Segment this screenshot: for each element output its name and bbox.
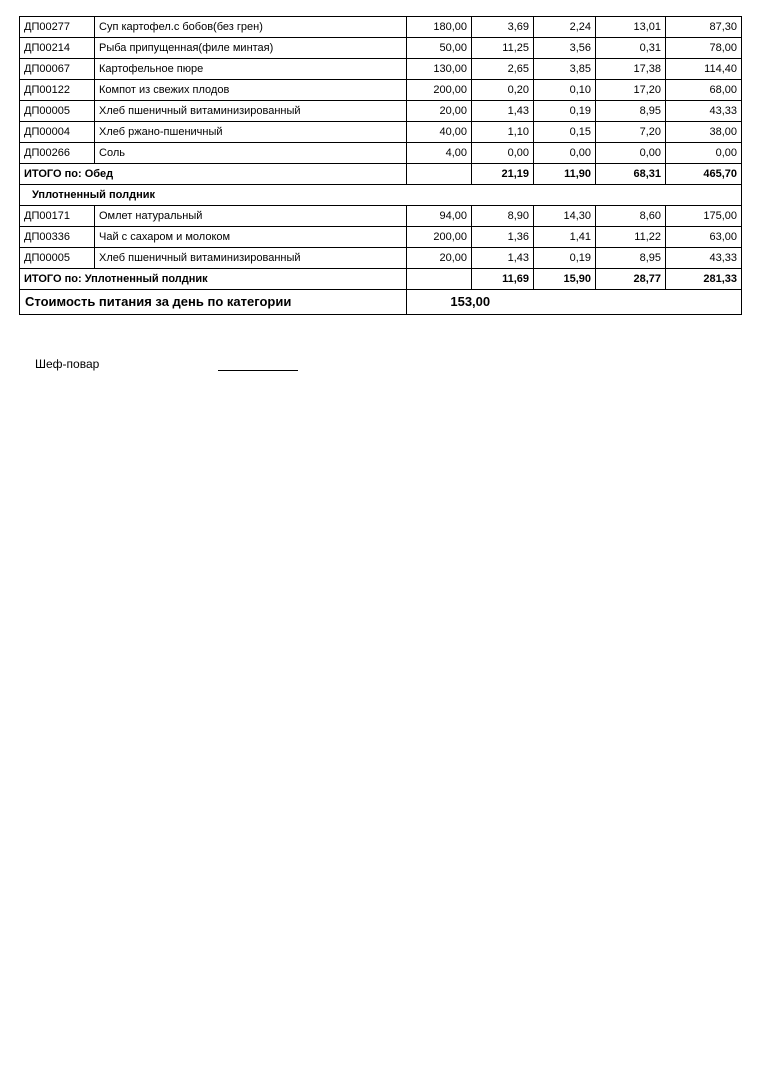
cell-protein: 21,19 xyxy=(472,164,534,185)
cell-carbs: 17,20 xyxy=(596,80,666,101)
cell-code: ДП00277 xyxy=(20,17,95,38)
cell-carbs: 8,60 xyxy=(596,206,666,227)
cell-output: 20,00 xyxy=(407,248,472,269)
table-row-section-header xyxy=(20,185,742,206)
cell-total-label: ИТОГО по: Уплотненный полдник xyxy=(20,269,407,290)
cell-calories: 175,00 xyxy=(666,206,742,227)
cell-total-label: ИТОГО по: Обед xyxy=(20,164,407,185)
cell-carbs: 13,01 xyxy=(596,17,666,38)
cell-code: ДП00122 xyxy=(20,80,95,101)
cell-protein: 1,36 xyxy=(472,227,534,248)
cell-carbs: 8,95 xyxy=(596,248,666,269)
cell-output: 180,00 xyxy=(407,17,472,38)
cell-carbs: 0,31 xyxy=(596,38,666,59)
cell-fat: 11,90 xyxy=(534,164,596,185)
signature-line xyxy=(218,359,298,371)
cell-calories: 43,33 xyxy=(666,101,742,122)
cell-calories: 68,00 xyxy=(666,80,742,101)
cell-name: Картофельное пюре xyxy=(95,59,407,80)
cell-calories: 87,30 xyxy=(666,17,742,38)
cell-code: ДП00214 xyxy=(20,38,95,59)
cell-carbs: 0,00 xyxy=(596,143,666,164)
table-row xyxy=(20,227,742,248)
table-row-grand-total xyxy=(20,290,742,315)
cell-name: Рыба припущенная(филе минтая) xyxy=(95,38,407,59)
cell-code: ДП00336 xyxy=(20,227,95,248)
cell-output: 20,00 xyxy=(407,101,472,122)
cell-name: Соль xyxy=(95,143,407,164)
cell-fat: 15,90 xyxy=(534,269,596,290)
table-row xyxy=(20,101,742,122)
cell-carbs: 17,38 xyxy=(596,59,666,80)
cell-output: 50,00 xyxy=(407,38,472,59)
cell-output: 130,00 xyxy=(407,59,472,80)
cell-name: Хлеб ржано-пшеничный xyxy=(95,122,407,143)
cell-calories: 63,00 xyxy=(666,227,742,248)
cell-protein: 11,69 xyxy=(472,269,534,290)
signature-role: Шеф-повар xyxy=(35,357,100,371)
cell-name: Хлеб пшеничный витаминизированный xyxy=(95,248,407,269)
cell-calories: 78,00 xyxy=(666,38,742,59)
cell-protein: 0,20 xyxy=(472,80,534,101)
cell-carbs: 28,77 xyxy=(596,269,666,290)
cell-output xyxy=(407,164,472,185)
cell-output xyxy=(407,269,472,290)
cell-name: Суп картофел.с бобов(без грен) xyxy=(95,17,407,38)
cell-calories: 465,70 xyxy=(666,164,742,185)
cell-carbs: 8,95 xyxy=(596,101,666,122)
cell-fat: 2,24 xyxy=(534,17,596,38)
cell-carbs: 7,20 xyxy=(596,122,666,143)
cell-protein: 1,43 xyxy=(472,101,534,122)
cell-fat: 0,15 xyxy=(534,122,596,143)
table-row xyxy=(20,17,742,38)
cell-output: 200,00 xyxy=(407,227,472,248)
grand-total-blank xyxy=(534,290,742,315)
table-row xyxy=(20,143,742,164)
cell-code: ДП00005 xyxy=(20,101,95,122)
cell-fat: 3,85 xyxy=(534,59,596,80)
cell-fat: 0,19 xyxy=(534,101,596,122)
cell-code: ДП00266 xyxy=(20,143,95,164)
cell-output: 94,00 xyxy=(407,206,472,227)
table-row xyxy=(20,248,742,269)
cell-output: 4,00 xyxy=(407,143,472,164)
cell-fat: 14,30 xyxy=(534,206,596,227)
cell-fat: 0,19 xyxy=(534,248,596,269)
cell-protein: 8,90 xyxy=(472,206,534,227)
table-row xyxy=(20,59,742,80)
cell-code: ДП00005 xyxy=(20,248,95,269)
cell-name: Чай с сахаром и молоком xyxy=(95,227,407,248)
cell-protein: 0,00 xyxy=(472,143,534,164)
cell-calories: 114,40 xyxy=(666,59,742,80)
section-label: Уплотненный полдник xyxy=(20,185,407,206)
cell-name: Омлет натуральный xyxy=(95,206,407,227)
cell-protein: 1,43 xyxy=(472,248,534,269)
table-row xyxy=(20,206,742,227)
cell-code: ДП00004 xyxy=(20,122,95,143)
cell-fat: 3,56 xyxy=(534,38,596,59)
cell-code: ДП00067 xyxy=(20,59,95,80)
cell-code: ДП00171 xyxy=(20,206,95,227)
table-row xyxy=(20,38,742,59)
cell-name: Компот из свежих плодов xyxy=(95,80,407,101)
cell-carbs: 68,31 xyxy=(596,164,666,185)
menu-table xyxy=(19,16,742,315)
cell-fat: 1,41 xyxy=(534,227,596,248)
cell-calories: 281,33 xyxy=(666,269,742,290)
cell-protein: 3,69 xyxy=(472,17,534,38)
grand-total-label: Стоимость питания за день по категории xyxy=(20,290,407,315)
cell-output: 200,00 xyxy=(407,80,472,101)
cell-protein: 1,10 xyxy=(472,122,534,143)
grand-total-value: 153,00 xyxy=(407,290,534,315)
table-row-total-lunch xyxy=(20,164,742,185)
cell-carbs: 11,22 xyxy=(596,227,666,248)
cell-fat: 0,00 xyxy=(534,143,596,164)
cell-fat: 0,10 xyxy=(534,80,596,101)
cell-protein: 2,65 xyxy=(472,59,534,80)
cell-calories: 43,33 xyxy=(666,248,742,269)
cell-protein: 11,25 xyxy=(472,38,534,59)
menu-table-body xyxy=(20,17,742,315)
table-row xyxy=(20,122,742,143)
table-row-total-snack xyxy=(20,269,742,290)
table-row xyxy=(20,80,742,101)
signature-block xyxy=(19,357,740,387)
cell-output: 40,00 xyxy=(407,122,472,143)
cell-calories: 0,00 xyxy=(666,143,742,164)
cell-name: Хлеб пшеничный витаминизированный xyxy=(95,101,407,122)
section-blank xyxy=(407,185,742,206)
cell-calories: 38,00 xyxy=(666,122,742,143)
